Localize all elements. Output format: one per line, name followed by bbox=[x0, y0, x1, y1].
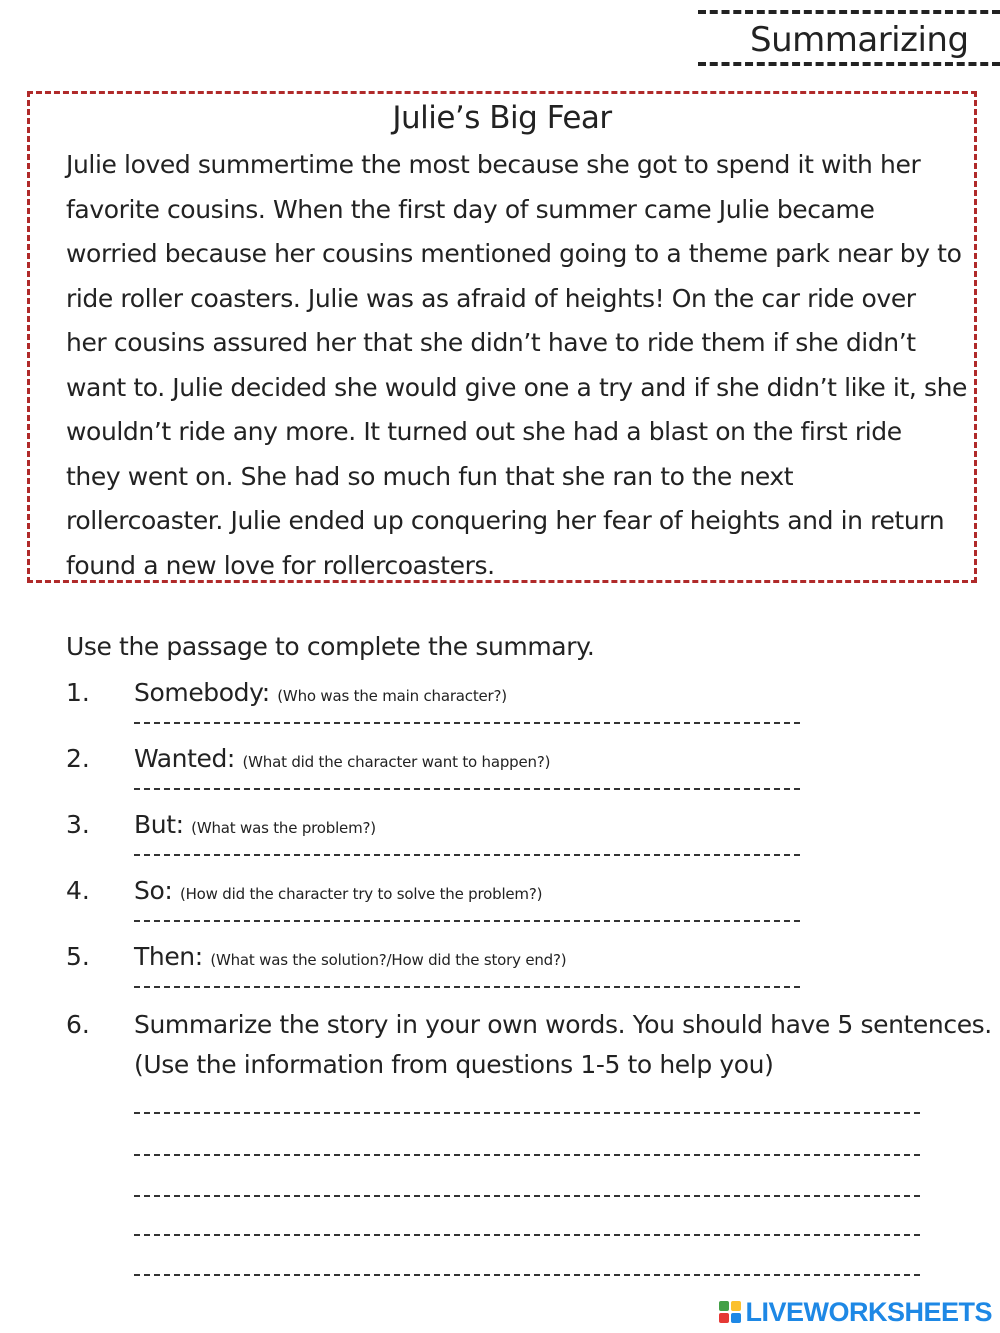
summary-line-4[interactable] bbox=[134, 1234, 920, 1236]
passage-line: ride roller coasters. Julie was as afraid of heights! On the car ride over bbox=[66, 283, 916, 313]
passage-title: Julie’s Big Fear bbox=[392, 100, 612, 136]
question-number: 5. bbox=[66, 942, 90, 971]
answer-line-1[interactable] bbox=[134, 722, 800, 724]
summary-line-1[interactable] bbox=[134, 1112, 920, 1114]
passage-line: found a new love for rollercoasters. bbox=[66, 550, 495, 580]
question-hint: (What did the character want to happen?) bbox=[242, 753, 551, 771]
question-label bbox=[134, 942, 566, 971]
passage-line: Julie loved summertime the most because she got to spend it with her bbox=[66, 150, 921, 179]
question-label-text: Somebody: bbox=[134, 678, 278, 707]
question-number: 2. bbox=[66, 744, 90, 773]
answer-line-4[interactable] bbox=[134, 920, 800, 922]
question-label-text: So: bbox=[134, 876, 180, 905]
question-6-text: Summarize the story in your own words. You should have 5 sentences. bbox=[134, 1010, 992, 1039]
logo-grid-icon bbox=[719, 1301, 741, 1323]
header-dash-top bbox=[698, 10, 1000, 14]
passage-line: want to. Julie decided she would give one a try and if she didn’t like it, she bbox=[66, 372, 967, 402]
question-label bbox=[134, 678, 507, 707]
passage-line: rollercoaster. Julie ended up conquering her fear of heights and in return bbox=[66, 506, 945, 535]
question-label bbox=[134, 876, 542, 905]
question-number: 1. bbox=[66, 678, 90, 707]
answer-line-5[interactable] bbox=[134, 986, 800, 988]
question-hint: (What was the solution?/How did the story end?) bbox=[210, 951, 567, 969]
summary-line-5[interactable] bbox=[134, 1274, 920, 1276]
question-label-text: Wanted: bbox=[134, 744, 243, 773]
passage-line: favorite cousins. When the first day of summer came Julie became bbox=[66, 194, 875, 224]
question-hint: (What was the problem?) bbox=[191, 819, 376, 837]
instructions: Use the passage to complete the summary. bbox=[66, 632, 595, 661]
question-label bbox=[134, 810, 376, 839]
question-number: 4. bbox=[66, 876, 90, 905]
passage-line: wouldn’t ride any more. It turned out she had a blast on the first ride bbox=[66, 417, 902, 446]
question-6-hint: (Use the information from questions 1-5 to help you) bbox=[134, 1050, 774, 1079]
page-title: Summarizing bbox=[750, 20, 969, 60]
summary-line-2[interactable] bbox=[134, 1154, 920, 1156]
passage-line: they went on. She had so much fun that she ran to the next bbox=[66, 461, 794, 491]
question-hint: (How did the character try to solve the problem?) bbox=[179, 885, 543, 903]
question-number: 3. bbox=[66, 810, 90, 839]
question-label-text: Then: bbox=[134, 942, 211, 971]
header-dash-bottom bbox=[698, 62, 1000, 66]
question-label bbox=[134, 744, 550, 773]
question-number: 6. bbox=[66, 1010, 90, 1039]
summary-line-3[interactable] bbox=[134, 1195, 920, 1197]
passage-line: worried because her cousins mentioned going to a theme park near by to bbox=[66, 239, 962, 268]
liveworksheets-logo bbox=[719, 1297, 992, 1327]
answer-line-3[interactable] bbox=[134, 854, 800, 856]
passage-text bbox=[66, 148, 966, 593]
question-label-text: But: bbox=[134, 810, 192, 839]
question-hint: (Who was the main character?) bbox=[277, 687, 507, 705]
logo-text: LIVEWORKSHEETS bbox=[745, 1296, 992, 1327]
header-tab bbox=[698, 10, 1000, 66]
answer-line-2[interactable] bbox=[134, 788, 800, 790]
passage-line: her cousins assured her that she didn’t have to ride them if she didn’t bbox=[66, 328, 916, 357]
passage-box bbox=[27, 91, 977, 583]
